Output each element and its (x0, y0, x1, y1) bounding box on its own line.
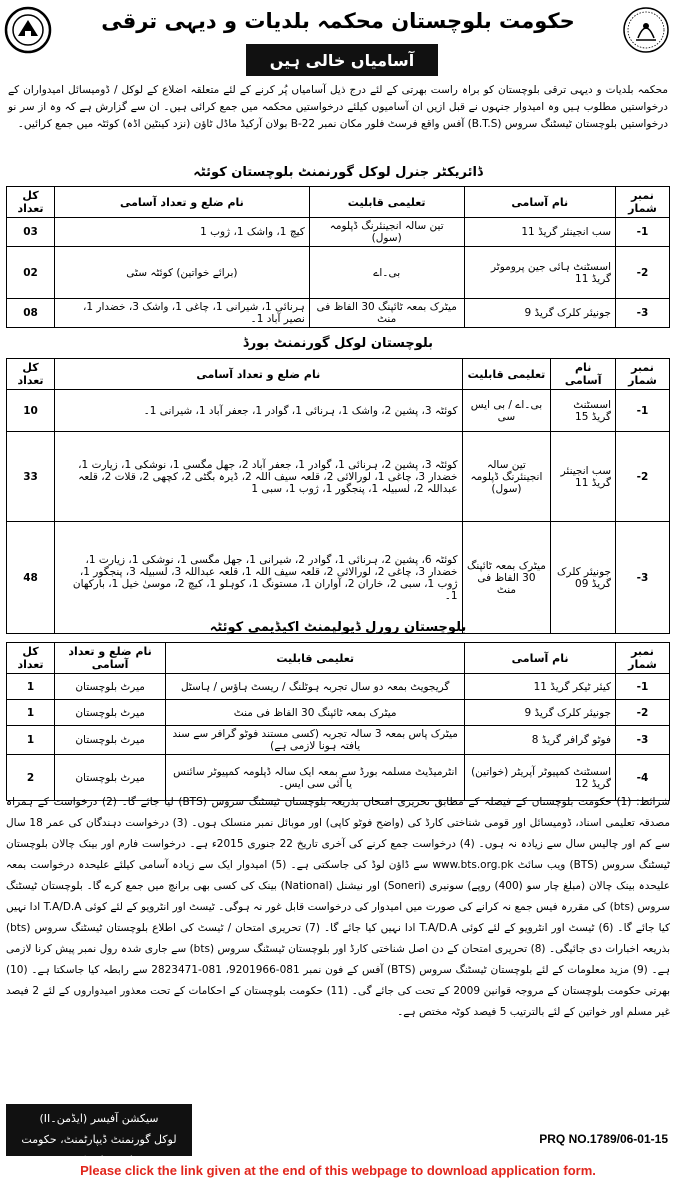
row-number: -3 (616, 726, 670, 755)
post-name: اسسٹنٹ گریڈ 15 (551, 390, 616, 432)
districts: (برائے خواتین) کوئٹہ سٹی (55, 247, 310, 299)
table-header-row (7, 359, 670, 390)
row-number: -1 (616, 674, 670, 700)
table-row (7, 299, 670, 328)
districts: کوئٹہ 3، پشین 2، ہرنائی 1، گوادر 1، جعفر آباد 2، جھل مگسی 1، نوشکی 1، زیارت 1، خضدار 3، چاغی 1، لورالائی 2، قلعہ سیف اللہ 2، ڈیرہ بگٹی 2، کچھی 2، قلات 2، قلعہ عبداللہ 2، لسبیلہ 1، پنجگور 1، ژوب 1، سبی 1 (55, 432, 463, 522)
col-header-no: نمبر شمار (616, 643, 670, 674)
districts: میرٹ بلوچستان (55, 700, 166, 726)
post-name: سب انجینئر گریڈ 11 (464, 218, 615, 247)
districts: میرٹ بلوچستان (55, 755, 166, 801)
post-name: جونیئر کلرک گریڈ 09 (551, 522, 616, 634)
row-number: -2 (616, 432, 670, 522)
qualification: تین سالہ انجینئرنگ ڈپلومہ (سول) (309, 218, 464, 247)
local-government-emblem-icon (4, 6, 52, 54)
qualification: میٹرک بمعہ ٹائپنگ 30 الفاظ فی منٹ (166, 700, 465, 726)
post-name: کیئر ٹیکر گریڈ 11 (465, 674, 616, 700)
row-number: -2 (616, 700, 670, 726)
qualification: انٹرمیڈیٹ مسلمہ بورڈ سے بمعہ ایک سالہ ڈپلومہ کمپیوٹر سائنس یا آئی سی ایس۔ (166, 755, 465, 801)
row-number: -1 (616, 390, 670, 432)
table-row (7, 247, 670, 299)
table-row (7, 522, 670, 634)
row-number: -2 (616, 247, 670, 299)
col-header-post: نام آسامی (464, 187, 615, 218)
post-name: اسسٹنٹ کمپیوٹر آپریٹر (خواتین) گریڈ 12 (465, 755, 616, 801)
download-form-note: Please click the link given at the end of this webpage to download application form. (80, 1163, 596, 1178)
table-header-row (7, 643, 670, 674)
col-header-post: نام آسامی (465, 643, 616, 674)
col-header-no: نمبر شمار (616, 359, 670, 390)
qualification: بی۔اے / بی ایس سی (462, 390, 551, 432)
terms-and-conditions: شرائط: (1) حکومت بلوچستان کے فیصلہ کے مطابق تحریری امتحان بذریعہ بلوچستان ٹیسٹنگ سروس (BTS) لیا جائے گا۔ (2) درخواست کے ہمراہ مصدقہ تعلیمی اسناد، ڈومیسائل اور قومی شناختی کارڈ کی (واضح فوٹو کاپی) اور موبائل نمبر منسلک ہوں۔ (3) درخواست دہندگان کی عمر 18 سال سے کم اور چالیس سال سے زیادہ نہ ہوں۔ (4) درخواست جمع کرنے کی آخری تاریخ 22 جنوری 2015ء ہے۔ درخواست فارم اور بینک چالان بلوچستان ٹیسٹنگ سروس (BTS) ویب سائٹ www.bts.org.pk سے ڈاؤن لوڈ کی جاسکتی ہے۔ (5) امیدوار ایک سے زیادہ آسامی کیلئے علیحدہ درخواست بمعہ علیحدہ بینک چالان (مبلغ چار سو (400) روپے) سونیری (Soneri) اور نیشنل (National) بینک کی کسی بھی برانچ میں جمع کرے گا۔ بلوچستان ٹیسٹنگ سروس (bts) کی مقررہ فیس جمع نہ کرانے کی صورت میں امیدوار کی درخواست قابل غور نہ ہوگی۔ ٹیسٹ اور انٹرویو کے لئے کوئی T.A/D.A ادا نہیں کیا جائے گا۔ (6) ٹیسٹ اور انٹرویو کے لئے کوئی T.A/D.A ادا نہیں کیا جائے گا۔ (7) تحریری امتحان / ٹیسٹ کی اطلاع بلوچستان ٹیسٹنگ سروس (bts) بذریعہ اخبارات دی جائیگی۔ (8) تحریری امتحان کے دن اصل شناختی کارڈ اور بلوچستان ٹیسٹنگ سروس (bts) سے جاری شدہ رول نمبر پیش کرنا لازمی ہے۔ (9) مزید معلومات کے لئے بلوچستان ٹیسٹنگ سروس (BTS) آفس کے فون نمبر 081-9201966، 081-2823471 سے رابطہ کیا جاسکتا ہے۔ (10) بھرتی حکومت بلوچستان کے مروجہ قوانین 2009 کے تحت کی جائے گی۔ (11) حکومت بلوچستان کے احکامات کے تحت معذور امیدواروں کے لئے 2 فیصد غیر مسلم اور خواتین کے لئے بالترتیب 5 فیصد کوٹہ مختص ہے۔ (6, 796, 671, 1018)
total-count: 33 (7, 432, 55, 522)
table-row (7, 432, 670, 522)
col-header-districts: نام ضلع و تعداد آسامی (55, 359, 463, 390)
col-header-no: نمبر شمار (616, 187, 670, 218)
total-count: 10 (7, 390, 55, 432)
officer-department: لوکل گورنمنٹ ڈیپارٹمنٹ، حکومت بلوچستان، کوئٹہ (21, 1133, 177, 1167)
col-header-post: نام آسامی (551, 359, 616, 390)
row-number: -3 (616, 522, 670, 634)
qualification: تین سالہ انجینئرنگ ڈپلومہ (سول) (462, 432, 551, 522)
col-header-qualification: تعلیمی قابلیت (166, 643, 465, 674)
table-row (7, 390, 670, 432)
issuing-officer-box (6, 1104, 192, 1167)
post-name: سب انجینئر گریڈ 11 (551, 432, 616, 522)
districts: کیچ 1، واشک 1، ژوب 1 (55, 218, 310, 247)
government-seal-icon (622, 6, 670, 54)
vacancy-table (6, 186, 670, 328)
total-count: 2 (7, 755, 55, 801)
vacancies-banner: آسامیاں خالی ہیں (246, 44, 438, 76)
row-number: -1 (616, 218, 670, 247)
section-heading: بلوچستان لوکل گورنمنٹ بورڈ (242, 336, 434, 351)
col-header-total: کل تعداد (7, 359, 55, 390)
col-header-qualification: تعلیمی قابلیت (462, 359, 551, 390)
qualification: میٹرک بمعہ ٹائپنگ 30 الفاظ فی منٹ (462, 522, 551, 634)
table-row (7, 218, 670, 247)
row-number: -4 (616, 755, 670, 801)
col-header-total: کل تعداد (7, 187, 55, 218)
page-title: حکومت بلوچستان محکمہ بلدیات و دیہی ترقی (101, 9, 575, 33)
table-row (7, 726, 670, 755)
section-heading: بلوچستان رورل ڈیولپمنٹ اکیڈیمی کوئٹہ (209, 620, 467, 635)
qualification: گریجویٹ بمعہ دو سال تجربہ ہوٹلنگ / ریسٹ ہاؤس / ہاسٹل (166, 674, 465, 700)
total-count: 1 (7, 700, 55, 726)
intro-paragraph: محکمہ بلدیات و دیہی ترقی بلوچستان کو براہ راست بھرتی کے لئے درج ذیل آسامیاں پُر کرنے کے لئے متعلقہ اضلاع کے لوکل / ڈومیسائل امیدواران کے درخواستیں مطلوب ہیں وہ امیدوار جنہوں نے قبل ازیں ان آسامیوں کیلئے درخواستیں محکمہ میں جمع کرائی ہیں۔ ان سے گزارش ہے کہ وہ از سر نو درخواستیں بلوچستان ٹیسٹنگ سروس (B.T.S) آفس واقع فرسٹ فلور مکان نمبر B-22 بولان آرکیڈ ماڈل ٹاؤن (نزد کینٹین اڈہ) کوئٹہ میں جمع کرائیں۔ (8, 84, 668, 130)
districts: کوئٹہ 6، پشین 2، ہرنائی 1، گوادر 2، شیرانی 1، جھل مگسی 1، نوشکی 1، زیارت 1، خضدار 3، چاغی 2، لورالائی 2، قلعہ سیف اللہ 1، قلعہ عبداللہ 3، لسبیلہ 3، پنجگور 1، ژوب 1، سبی 2، خاران 2، آواران 1، مستونگ 1، کوہلو 1، کیچ 2، موسیٰ خیل 1، بارکھان 1۔ (55, 522, 463, 634)
total-count: 03 (7, 218, 55, 247)
table-row (7, 700, 670, 726)
prq-number: PRQ NO.1789/06-01-15 (539, 1132, 668, 1146)
row-number: -3 (616, 299, 670, 328)
districts: کوئٹہ 3، پشین 2، واشک 1، ہرنائی 1، گوادر 1، جعفر آباد 1، شیرانی 1۔ (55, 390, 463, 432)
vacancy-table (6, 642, 670, 801)
post-name: اسسٹنٹ ہائی جین پروموٹر گریڈ 11 (464, 247, 615, 299)
col-header-total: کل تعداد (7, 643, 55, 674)
qualification: بی۔اے (309, 247, 464, 299)
total-count: 48 (7, 522, 55, 634)
table-row (7, 674, 670, 700)
districts: ہرنائی 1، شیرانی 1، چاغی 1، واشک 3، خضدار 1، نصیر آباد 1۔ (55, 299, 310, 328)
col-header-districts: نام ضلع و تعداد آسامی (55, 187, 310, 218)
section-heading: ڈائریکٹر جنرل لوکل گورنمنٹ بلوچستان کوئٹہ (193, 165, 483, 180)
qualification: میٹرک بمعہ ٹائپنگ 30 الفاظ فی منٹ (309, 299, 464, 328)
total-count: 1 (7, 726, 55, 755)
post-name: جونیئر کلرک گریڈ 9 (465, 700, 616, 726)
col-header-districts: نام ضلع و تعداد آسامی (55, 643, 166, 674)
vacancy-table (6, 358, 670, 634)
districts: میرٹ بلوچستان (55, 726, 166, 755)
total-count: 08 (7, 299, 55, 328)
post-name: جونیئر کلرک گریڈ 9 (464, 299, 615, 328)
districts: میرٹ بلوچستان (55, 674, 166, 700)
col-header-qualification: تعلیمی قابلیت (309, 187, 464, 218)
qualification: میٹرک پاس بمعہ 3 سالہ تجربہ (کسی مستند فوٹو گرافر سے سند یافتہ ہونا لازمی ہے) (166, 726, 465, 755)
total-count: 02 (7, 247, 55, 299)
total-count: 1 (7, 674, 55, 700)
officer-title: سیکشن آفیسر (ایڈمن۔II) (39, 1112, 159, 1125)
table-header-row (7, 187, 670, 218)
post-name: فوٹو گرافر گریڈ 8 (465, 726, 616, 755)
